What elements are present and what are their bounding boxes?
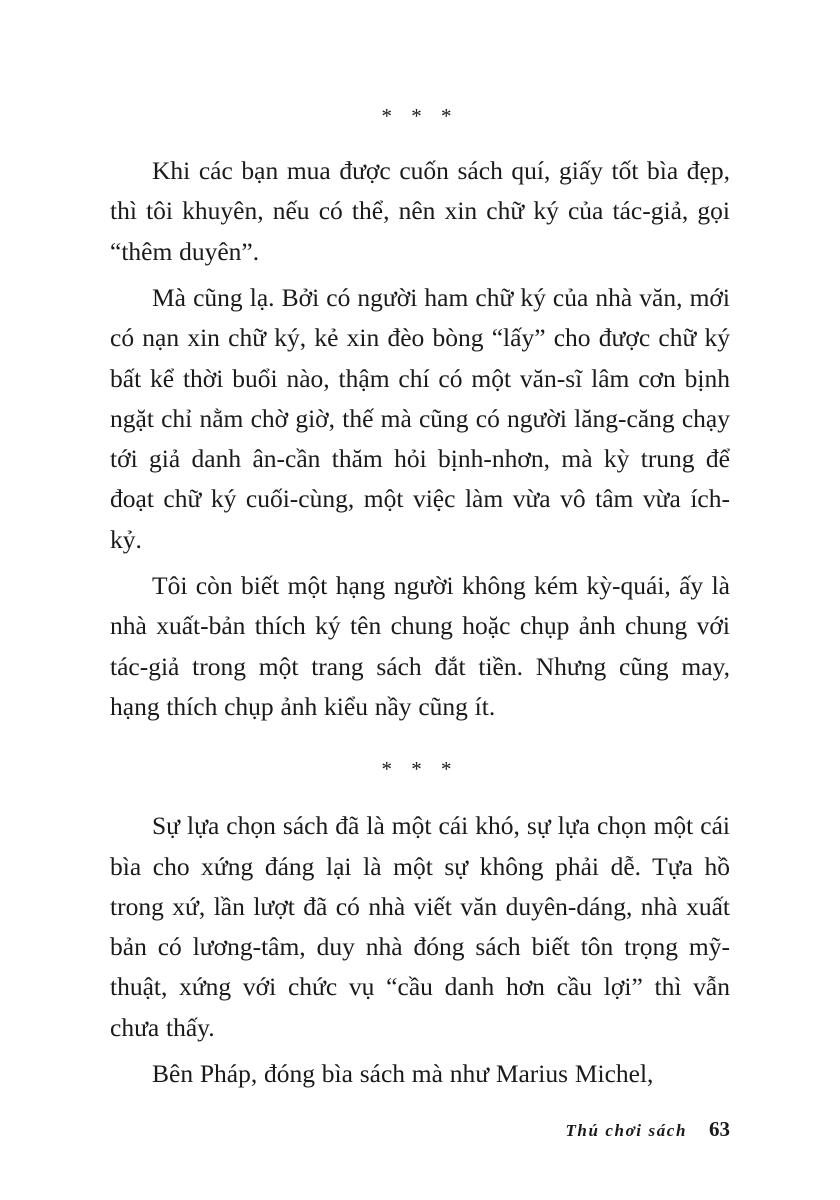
section-divider-top: * * * — [381, 104, 459, 128]
page-footer — [110, 1117, 730, 1142]
footer-page-number: 63 — [709, 1117, 730, 1141]
paragraph-5: Bên Pháp, đóng bìa sách mà như Marius Michel, — [152, 1059, 654, 1088]
section-divider-middle: * * * — [381, 757, 459, 782]
paragraph-2: Mà cũng lạ. Bởi có người ham chữ ký của nhà văn, mới có nạn xin chữ ký, kẻ xin đèo bòng “lấy” cho được chữ ký bất kể thời buổi nào, thậm chí có một văn-sĩ lâm cơn bịnh ngặt chỉ nằm chờ giờ, thế mà cũng có người lăng-căng chạy tới giả danh ân-cần thăm hỏi bịnh-nhơn, mà kỳ trung để đoạt chữ ký cuối-cùng, một việc làm vừa vô tâm vừa ích-kỷ. — [110, 283, 730, 554]
paragraph-4: Sự lựa chọn sách đã là một cái khó, sự lựa chọn một cái bìa cho xứng đáng lại là một sự không phải dễ. Tựa hồ trong xứ, lần lượt đã có nhà viết văn duyên-dáng, nhà xuất bản có lương-tâm, duy nhà đóng sách biết tôn trọng mỹ-thuật, xứng với chức vụ “cầu danh hơn cầu lợi” thì vẫn chưa thấy. — [110, 811, 730, 1042]
paragraph-3: Tôi còn biết một hạng người không kém kỳ-quái, ấy là nhà xuất-bản thích ký tên chung hoặc chụp ảnh chung với tác-giả trong một trang sách đắt tiền. Nhưng cũng may, hạng thích chụp ảnh kiểu nầy cũng ít. — [110, 571, 730, 721]
paragraph-1: Khi các bạn mua được cuốn sách quí, giấy tốt bìa đẹp, thì tôi khuyên, nếu có thể, nên xin chữ ký của tác-giả, gọi “thêm duyên”. — [110, 156, 730, 266]
footer-book-title: Thú chơi sách — [565, 1121, 687, 1140]
page-content — [110, 104, 730, 1094]
